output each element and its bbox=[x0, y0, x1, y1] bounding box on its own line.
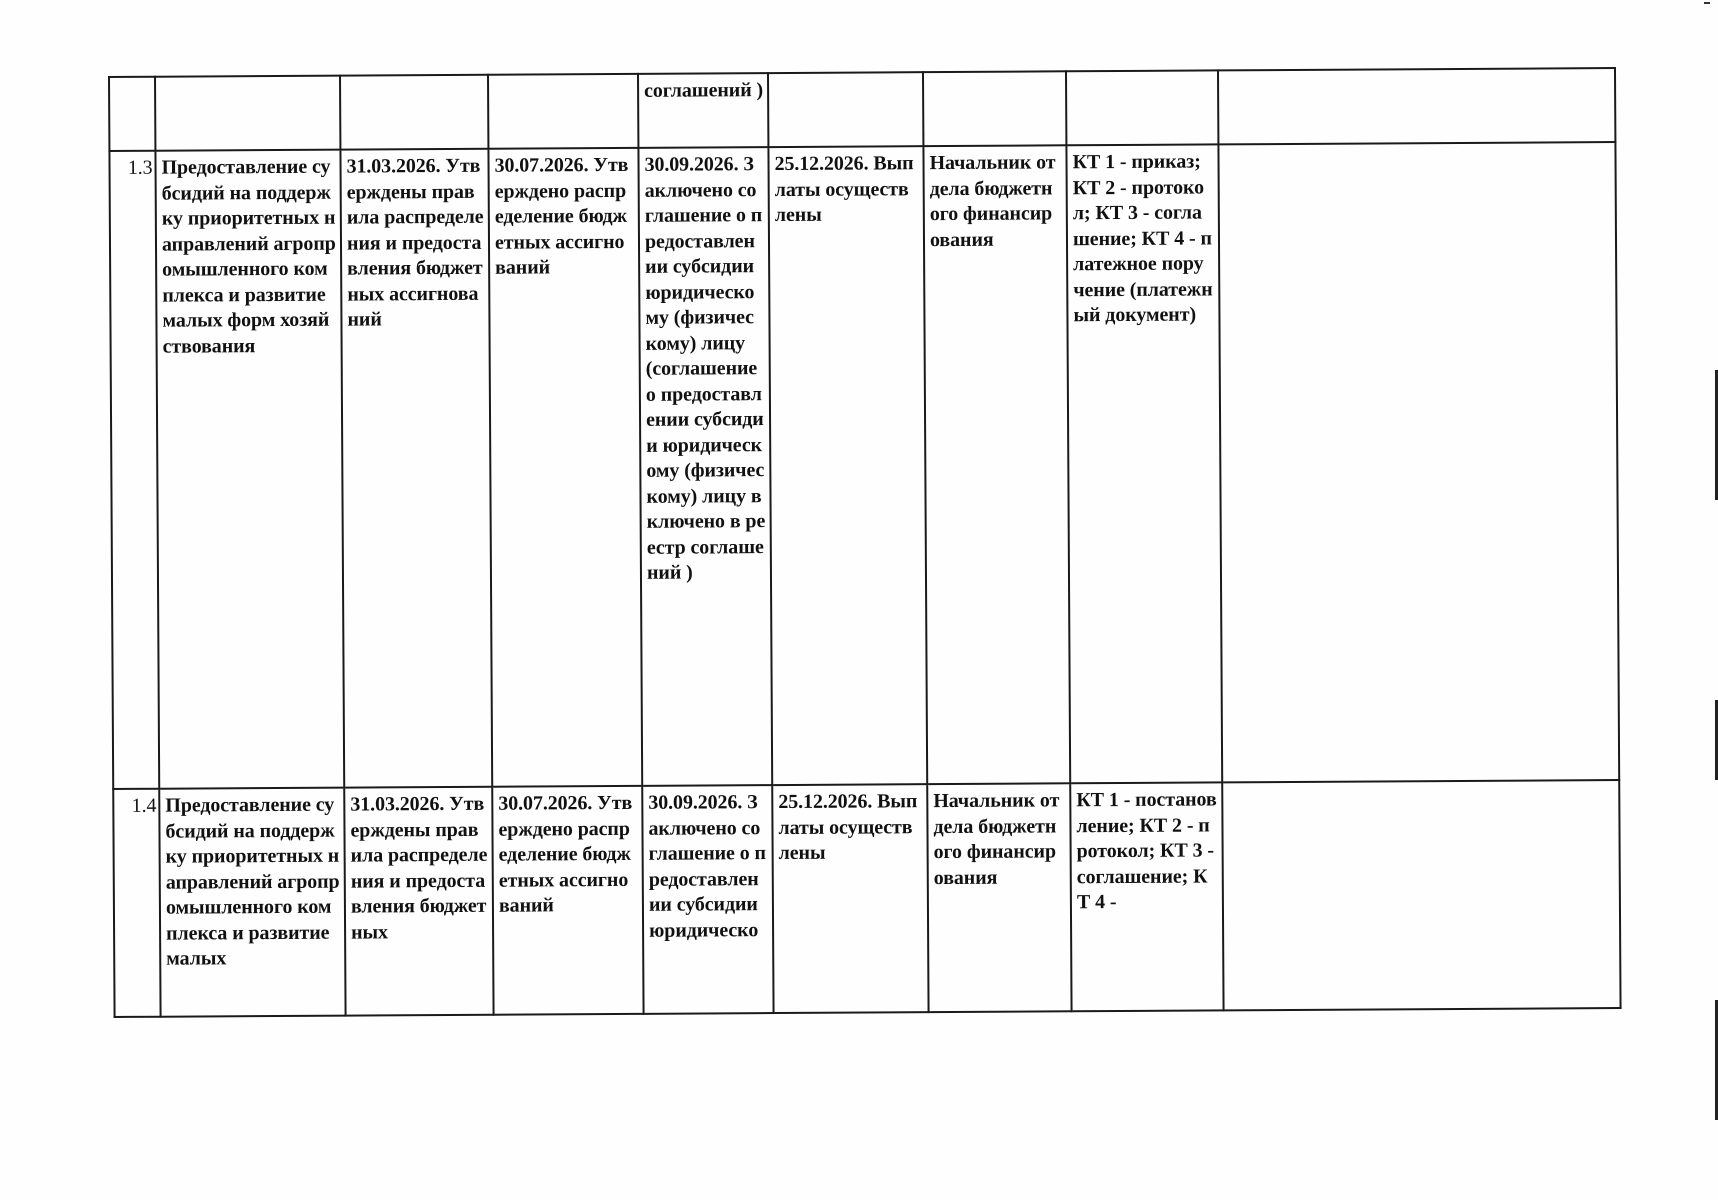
responsible-person: Начальник отдела бюджетного финансирования bbox=[923, 145, 1070, 784]
scan-artifact-mark bbox=[1704, 2, 1710, 4]
row-number: 1.3 bbox=[109, 151, 159, 789]
control-point-3: 30.09.2026. Заключено соглашение о предоставлении субсидии юридическому (физическому) лицу (соглашение о предоставлении субсидии юридическому (физическому) лицу включено в реестр соглашений ) bbox=[638, 147, 772, 786]
table-row-1-4 bbox=[113, 780, 1620, 1017]
cell-extra bbox=[1218, 142, 1619, 782]
confirming-documents: КТ 1 - постановление; КТ 2 - протокол; КТ 3 - соглашение; КТ 4 - bbox=[1070, 782, 1223, 1011]
control-point-3: 30.09.2026. Заключено соглашение о предоставлении субсидии юридическо bbox=[642, 785, 773, 1014]
table-row-1-3 bbox=[109, 142, 1619, 789]
control-point-4: 25.12.2026. Выплаты осуществлены bbox=[768, 146, 927, 785]
cell-extra bbox=[1218, 68, 1615, 144]
event-name: Предоставление субсидий на поддержку приоритетных направлений агропромышленного комплекса и развитие малых bbox=[159, 788, 345, 1017]
cell-kt4 bbox=[768, 72, 923, 147]
control-point-1: 31.03.2026. Утверждены правила распределения и предоставления бюджетных ассигнований bbox=[340, 149, 492, 788]
cell-kt3: соглашений ) bbox=[638, 73, 768, 148]
control-point-4: 25.12.2026. Выплаты осуществлены bbox=[772, 784, 928, 1013]
cell-kt1 bbox=[340, 75, 488, 150]
event-name: Предоставление субсидий на поддержку приоритетных направлений агропромышленного комплекса и развитие малых форм хозяйствования bbox=[155, 150, 344, 789]
control-points-table bbox=[108, 67, 1622, 1018]
row-number: 1.4 bbox=[113, 789, 160, 1017]
cell-responsible bbox=[923, 71, 1066, 146]
cell-extra bbox=[1222, 780, 1620, 1010]
cell-name bbox=[155, 76, 340, 151]
table-row-continuation bbox=[109, 68, 1615, 151]
cell-documents bbox=[1066, 70, 1218, 145]
control-point-2: 30.07.2026. Утверждено распределение бюджетных ассигнований bbox=[488, 148, 642, 787]
control-point-1: 31.03.2026. Утверждены правила распределения и предоставления бюджетных bbox=[344, 787, 493, 1016]
cell-kt2 bbox=[488, 74, 638, 149]
cell-number bbox=[109, 77, 155, 151]
responsible-person: Начальник отдела бюджетного финансирования bbox=[927, 783, 1071, 1012]
control-point-2: 30.07.2026. Утверждено распределение бюджетных ассигнований bbox=[492, 786, 643, 1015]
confirming-documents: КТ 1 - приказ; КТ 2 - протокол; КТ 3 - соглашение; КТ 4 - платежное поручение (платежный документ) bbox=[1066, 144, 1222, 783]
